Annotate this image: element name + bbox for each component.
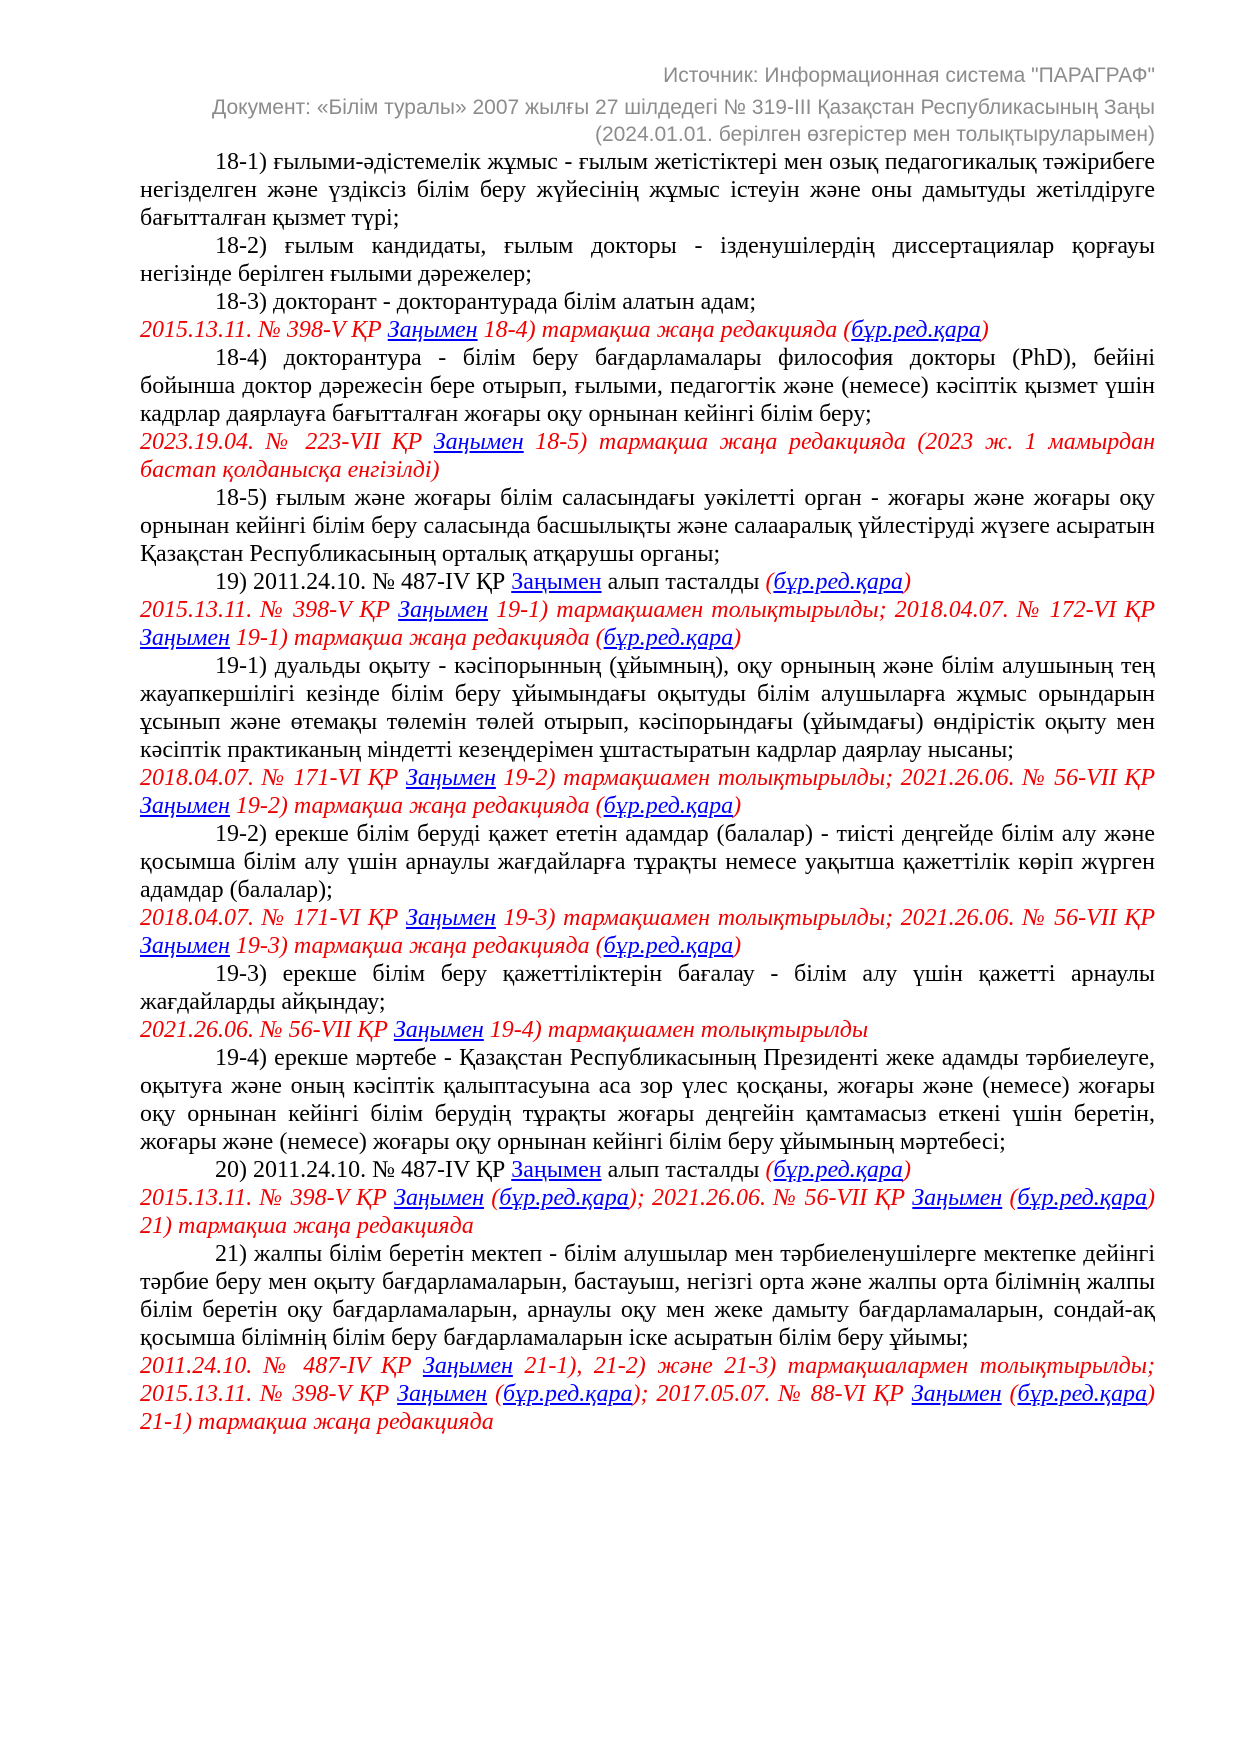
law-paragraph <box>140 344 1155 428</box>
law-paragraph <box>140 1156 1155 1184</box>
revision-line: (2024.01.01. берілген өзгерістер мен толықтыруларымен) <box>594 123 1155 146</box>
amendment-text: ( <box>765 569 774 595</box>
law-paragraph <box>140 232 1155 288</box>
law-link[interactable]: Заңымен <box>422 1353 513 1379</box>
amendment-text: 18-5) тармақша жаңа редакцияда (2023 ж. 1 мамырдан бастап қолданысқа енгізілді) <box>140 429 1155 483</box>
amendment-text: ( <box>1002 1185 1018 1211</box>
amendment-text: 19-2) тармақша жаңа редакцияда ( <box>229 793 604 819</box>
law-link[interactable]: Заңымен <box>140 625 230 651</box>
law-link[interactable]: Заңымен <box>405 905 496 931</box>
amendment-text: ( <box>1001 1381 1018 1407</box>
prev-edition-link[interactable]: бұр.ред.қара <box>603 933 734 959</box>
paragraph-text: 18-4) докторантура - білім беру бағдарламалары философия докторы (PhD), бейіні бойынша доктор дәрежесін бере отырып, ғылыми, педагогтік және (немесе) кәсіптік қызмет үшін кадрлар даярлауға бағытталған жоғары оқу орнынан кейінгі білім беру; <box>140 345 1155 427</box>
amendment-text: 21-1), 21-2) және 21-3) тармақшалармен толықтырылды; 2015.13.11. № 398-V ҚР <box>140 1353 1156 1407</box>
amendment-note <box>140 764 1155 820</box>
paragraph-text: 19-3) ерекше білім беру қажеттіліктерін бағалау - білім алу үшін қажетті арнаулы жағдайларды айқындау; <box>140 961 1155 1015</box>
amendment-text: ) <box>733 793 742 819</box>
law-link[interactable]: Заңымен <box>393 1017 484 1043</box>
paragraph-text: 19-1) дуальды оқыту - кәсіпорынның (ұйымның), оқу орнының және білім алушының тең жауапкершілігі кезінде білім беру ұйымындағы оқытуды білім алушыларға жұмыс орындарын ұсынып және өтемақы төлемін төлей отырып, кәсіпорындағы (ұйымдағы) өндірістік оқыту мен кәсіптік практиканың міндетті кезеңдерімен ұштастыратын кадрлар даярлау нысаны; <box>140 653 1155 763</box>
amendment-text: 2023.19.04. № 223-VII ҚР <box>140 429 434 455</box>
amendment-text: ) <box>902 1157 911 1183</box>
document-body <box>140 148 1155 1436</box>
law-paragraph <box>140 484 1155 568</box>
law-link[interactable]: Заңымен <box>140 793 230 819</box>
law-link[interactable]: Заңымен <box>511 1157 602 1183</box>
paragraph-text: 18-3) докторант - докторантурада білім алатын адам; <box>215 289 757 315</box>
law-link[interactable]: Заңымен <box>398 597 489 623</box>
amendment-text: ); 2017.05.07. № 88-VI ҚР <box>632 1381 912 1407</box>
amendment-text: ) <box>733 933 742 959</box>
law-link[interactable]: Заңымен <box>405 765 496 791</box>
law-paragraph <box>140 652 1155 764</box>
amendment-note <box>140 1016 1155 1044</box>
amendment-text: 2021.26.06. № 56-VII ҚР <box>140 1017 394 1043</box>
amendment-text: ( <box>765 1157 774 1183</box>
law-link[interactable]: Заңымен <box>394 1185 484 1211</box>
prev-edition-link[interactable]: бұр.ред.қара <box>1017 1381 1147 1407</box>
amendment-text: ( <box>487 1381 503 1407</box>
amendment-text: 2018.04.07. № 171-VI ҚР <box>140 765 406 791</box>
paragraph-text: 18-2) ғылым кандидаты, ғылым докторы - ізденушілердің диссертациялар қорғауы негізінде берілген ғылыми дәрежелер; <box>140 233 1155 287</box>
paragraph-text: 19-4) ерекше мәртебе - Қазақстан Республикасының Президенті жеке адамды тәрбиелеуге, оқытуға және оның кәсіптік қалыптасуына аса зор үлес қосқаны, жоғары және (немесе) жоғары оқу орнынан кейінгі білім берудің тұрақты жоғары деңгейін қамтамасыз еткені үшін беретін, жоғары және (немесе) жоғары оқу орнынан кейінгі білім беру ұйымының мәртебесі; <box>140 1045 1155 1155</box>
amendment-text: ); 2021.26.06. № 56-VII ҚР <box>628 1185 913 1211</box>
prev-edition-link[interactable]: бұр.ред.қара <box>1017 1185 1147 1211</box>
paragraph-text: 19) 2011.24.10. № 487-IV ҚР <box>215 569 512 595</box>
amendment-text: ( <box>483 1185 500 1211</box>
amendment-note <box>140 596 1155 652</box>
amendment-text: ) 21-1) тармақша жаңа редакцияда <box>140 1381 1155 1435</box>
law-paragraph <box>140 148 1155 232</box>
amendment-note <box>140 1184 1155 1240</box>
amendment-text: 18-4) тармақша жаңа редакцияда ( <box>477 317 852 343</box>
amendment-text: 2018.04.07. № 171-VI ҚР <box>140 905 406 931</box>
document-title-line: Документ: «Білім туралы» 2007 жылғы 27 шілдедегі № 319-III Қазақстан Республикасының Заңы <box>212 96 1155 119</box>
amendment-text: 19-3) тармақшамен толықтырылды; 2021.26.06. № 56-VII ҚР <box>495 905 1156 931</box>
prev-edition-link[interactable]: бұр.ред.қара <box>773 569 903 595</box>
amendment-text: 2015.13.11. № 398-V ҚР <box>140 317 388 343</box>
law-link[interactable]: Заңымен <box>387 317 478 343</box>
law-paragraph <box>140 288 1155 316</box>
amendment-text: 2015.13.11. № 398-V ҚР <box>140 597 399 623</box>
amendment-note <box>140 1352 1155 1436</box>
paragraph-text: алып тасталды <box>601 569 766 595</box>
law-link[interactable]: Заңымен <box>140 933 230 959</box>
amendment-text: 19-1) тармақшамен толықтырылды; 2018.04.07. № 172-VI ҚР <box>488 597 1155 623</box>
law-link[interactable]: Заңымен <box>912 1185 1003 1211</box>
amendment-text: 19-3) тармақша жаңа редакцияда ( <box>229 933 604 959</box>
law-link[interactable]: Заңымен <box>397 1381 488 1407</box>
amendment-text: 2015.13.11. № 398-V ҚР <box>140 1185 395 1211</box>
law-link[interactable]: Заңымен <box>911 1381 1002 1407</box>
paragraph-text: 19-2) ерекше білім беруді қажет ететін адамдар (балалар) - тиісті деңгейде білім алу және қосымша білім алу үшін арнаулы жағдайларға тұрақты немесе уақытша қажеттілік көріп жүрген адамдар (балалар); <box>140 821 1155 903</box>
amendment-text: ) 21) тармақша жаңа редакцияда <box>140 1185 1155 1239</box>
paragraph-text: 21) жалпы білім беретін мектеп - білім алушылар мен тәрбиеленушілерге мектепке дейінгі тәрбие беру мен оқыту бағдарламаларын, бастауыш, негізгі орта және жалпы орта білімнің жалпы білім беретін оқу бағдарламаларын, арнаулы оқу мен жеке дамыту бағдарламаларын, сондай-ақ қосымша білімнің білім беру бағдарламаларын іске асыратын білім беру ұйымы; <box>140 1241 1155 1351</box>
amendment-note <box>140 428 1155 484</box>
prev-edition-link[interactable]: бұр.ред.қара <box>603 625 734 651</box>
paragraph-text: 20) 2011.24.10. № 487-IV ҚР <box>215 1157 512 1183</box>
amendment-text: ) <box>733 625 742 651</box>
amendment-note <box>140 904 1155 960</box>
paragraph-text: 18-5) ғылым және жоғары білім саласындағы уәкілетті орган - жоғары және жоғары оқу орнынан кейінгі білім беру саласында басшылықты және салааралық үйлестіруді жүзеге асыратын Қазақстан Республикасының орталық атқарушы органы; <box>140 485 1155 567</box>
law-link[interactable]: Заңымен <box>511 569 602 595</box>
prev-edition-link[interactable]: бұр.ред.қара <box>502 1381 633 1407</box>
law-paragraph <box>140 568 1155 596</box>
law-link[interactable]: Заңымен <box>433 429 524 455</box>
amendment-note <box>140 316 1155 344</box>
amendment-text: 19-2) тармақшамен толықтырылды; 2021.26.06. № 56-VII ҚР <box>495 765 1156 791</box>
law-paragraph <box>140 820 1155 904</box>
paragraph-text: алып тасталды <box>601 1157 766 1183</box>
law-paragraph <box>140 1240 1155 1352</box>
law-paragraph <box>140 960 1155 1016</box>
prev-edition-link[interactable]: бұр.ред.қара <box>499 1185 629 1211</box>
prev-edition-link[interactable]: бұр.ред.қара <box>851 317 981 343</box>
prev-edition-link[interactable]: бұр.ред.қара <box>603 793 734 819</box>
prev-edition-link[interactable]: бұр.ред.қара <box>773 1157 903 1183</box>
amendment-text: 19-4) тармақшамен толықтырылды <box>483 1017 869 1043</box>
amendment-text: ) <box>902 569 911 595</box>
paragraph-text: 18-1) ғылыми-әдістемелік жұмыс - ғылым жетістіктері мен озық педагогикалық тәжірибеге негізделген және үздіксіз білім беру жүйесінің жұмыс істеуін және оны дамытуды жетілдіруге бағытталған қызмет түрі; <box>140 149 1155 231</box>
amendment-text: 19-1) тармақша жаңа редакцияда ( <box>229 625 604 651</box>
document-header <box>140 62 1155 148</box>
amendment-text: ) <box>980 317 989 343</box>
law-paragraph <box>140 1044 1155 1156</box>
amendment-text: 2011.24.10. № 487-IV ҚР <box>140 1353 423 1379</box>
source-line: Источник: Информационная система "ПАРАГРАФ" <box>663 64 1155 87</box>
